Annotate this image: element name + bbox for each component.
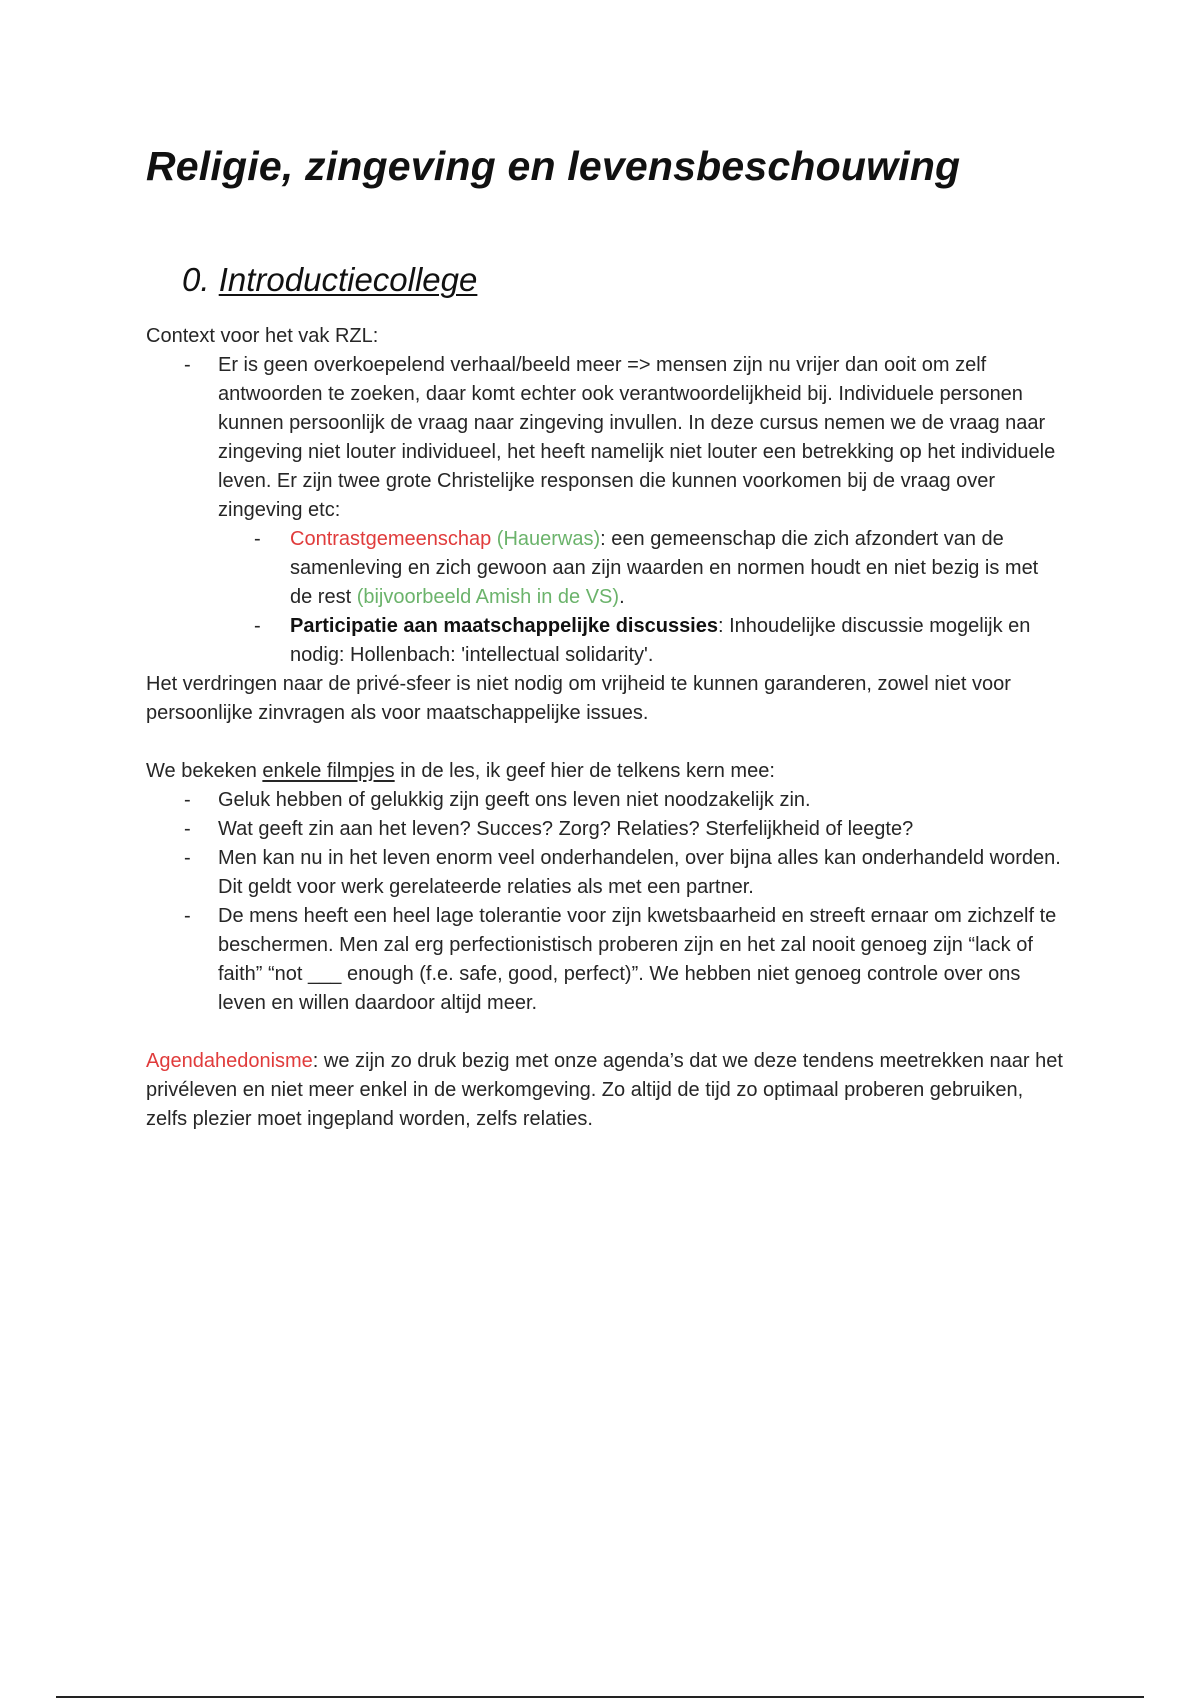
films-list bbox=[146, 786, 1066, 1018]
list-item: - Geluk hebben of gelukkig zijn geeft ons leven niet noodzakelijk zin. bbox=[146, 786, 1066, 815]
films-intro-after: in de les, ik geef hier de telkens kern mee: bbox=[394, 760, 775, 782]
author-note: (Hauerwas) bbox=[491, 528, 601, 550]
document-body bbox=[146, 322, 1066, 1134]
page-bottom-rule bbox=[56, 1696, 1144, 1698]
context-list bbox=[146, 351, 1066, 670]
context-bullet-text: Er is geen overkoepelend verhaal/beeld meer => mensen zijn nu vrijer dan ooit om zelf antwoorden te zoeken, daar komt echter ook verantwoordelijkheid bij. Individuele personen kunnen persoonlijk de vraag naar zingeving invullen. In deze cursus nemen we de vraag naar zingeving niet louter individueel, het heeft namelijk niet louter een betrekking op het individuele leven. Er zijn twee grote Christelijke responsen die kunnen voorkomen bij de vraag over zingeving etc: bbox=[218, 354, 1056, 521]
term-agendahedonisme: Agendahedonisme bbox=[146, 1050, 313, 1072]
agenda-paragraph bbox=[146, 1047, 1066, 1134]
list-item: - Wat geeft zin aan het leven? Succes? Zorg? Relaties? Sterfelijkheid of leegte? bbox=[146, 815, 1066, 844]
response-text: : een gemeenschap die zich afzondert van de samenleving en zich gewoon aan zijn waarden en normen houdt en niet bezig is met de rest bbox=[290, 528, 1039, 608]
section-number: 0. bbox=[182, 261, 210, 298]
list-item: - Men kan nu in het leven enorm veel onderhandelen, over bijna alles kan onderhandeld worden. Dit geldt voor werk gerelateerde relaties als met een partner. bbox=[146, 844, 1066, 902]
context-intro: Context voor het vak RZL: bbox=[146, 325, 379, 347]
section-heading bbox=[182, 261, 477, 299]
term-participatie: Participatie aan maatschappelijke discussies bbox=[290, 615, 718, 637]
spacer bbox=[146, 1018, 1066, 1047]
document-title: Religie, zingeving en levensbeschouwing bbox=[146, 143, 961, 189]
list-item bbox=[146, 351, 1066, 670]
list-item: - De mens heeft een heel lage tolerantie voor zijn kwetsbaarheid en streeft ernaar om zichzelf te beschermen. Men zal erg perfectionistisch proberen zijn en het zal nooit genoeg zijn “lack of faith” “not ___ enough (f.e. safe, good, perfect)”. We hebben niet genoeg controle over ons leven en willen daardoor altijd meer. bbox=[146, 902, 1066, 1018]
section-title: Introductiecollege bbox=[218, 261, 478, 298]
films-intro bbox=[146, 757, 1066, 786]
films-link: enkele filmpjes bbox=[262, 760, 395, 782]
example-note: (bijvoorbeeld Amish in de VS) bbox=[356, 586, 620, 608]
agenda-text: : we zijn zo druk bezig met onze agenda’s dat we deze tendens meetrekken naar het privéleven en niet meer enkel in de werkomgeving. Zo altijd de tijd zo optimaal proberen gebruiken, zelfs plezier moet ingepland worden, zelfs relaties. bbox=[146, 1050, 1063, 1130]
responses-list bbox=[218, 525, 1066, 670]
sentence-end: . bbox=[619, 586, 625, 608]
list-item bbox=[218, 525, 1066, 612]
films-intro-before: We bekeken bbox=[146, 760, 263, 782]
spacer bbox=[146, 728, 1066, 757]
list-item bbox=[218, 612, 1066, 670]
response-text: : Inhoudelijke discussie mogelijk en nodig: Hollenbach: 'intellectual solidarity'. bbox=[290, 615, 1031, 666]
term-contrastgemeenschap: Contrastgemeenschap bbox=[290, 528, 492, 550]
context-conclusion: Het verdringen naar de privé-sfeer is niet nodig om vrijheid te kunnen garanderen, zowel niet voor persoonlijke zinvragen als voor maatschappelijke issues. bbox=[146, 673, 1011, 724]
